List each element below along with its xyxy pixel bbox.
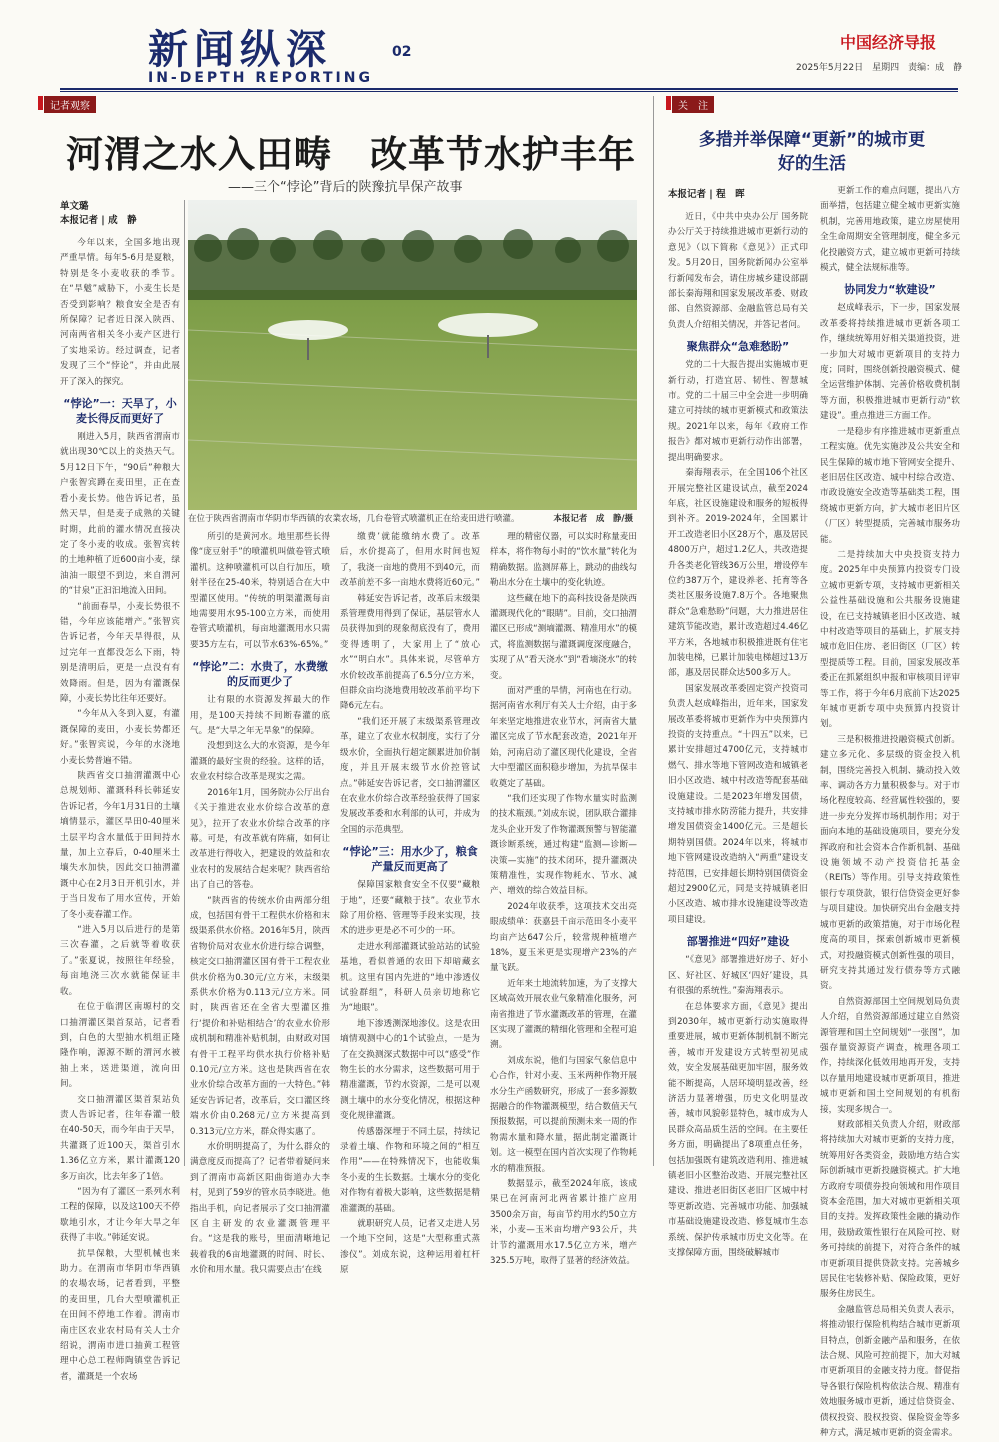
paragraph: 让有限的水资源发挥最大的作用，是100天持续不间断春灌的底气。是“大旱之年无旱象”的保障。 (190, 695, 330, 737)
photo-credit: 本报记者 成 静/摄 (553, 514, 633, 524)
paragraph: “进入5月以后进行的是第三次春灌，之后就等着收获了。”张夏说，按照往年经验，每亩地浇三次水就能保证丰收。 (60, 925, 180, 997)
paragraph: 传感器深埋于不同土层，持续记录着土壤、作物和环境之间的“相互作用”——在特殊情况下，也能收集冬小麦的生长数据。土壤水分的变化对作物有着极大影响，这些数据是精准灌溉的基础。 (340, 1126, 480, 1214)
paragraph: 赵成峰表示，下一步，国家发展改革委将持续推进城市更新各项工作，继续统筹用好相关渠道投资，进一步加大对城市更新项目的支持力度；同时，围绕创新投融资模式、健全运营维护体制、完善价格收费机制等方面，积极推进城市更新行动“软建设”。重点推进三方面工作。 (820, 303, 960, 422)
subheading-soft-construction: 协同发力“软建设” (844, 283, 936, 297)
paragraph: 水价明明提高了，为什么群众的满意度反而提高了？记者带着疑问来到了渭南市高新区阳曲街道办大李村，见到了59岁的管水员李晓进。他指出手机，向记者展示了交口抽渭灌区自主研发的农业灌溉管理平台。“这是我的账号，里面清晰地记载着我的6亩地灌溉的时间、时长、水价和用水量。我只需要点击‘在线 (190, 1142, 330, 1276)
section-subtitle: IN-DEPTH REPORTING (148, 70, 373, 86)
paragraph: 这些藏在地下的高科技设备是陕西灌溉现代化的“眼睛”。目前，交口抽渭灌区已形成“测墒灌溉、精准用水”的模式，将监测数据与灌溉调度深度融合，实现了从“看天浇水”到“看墒浇水”的转变。 (490, 593, 637, 681)
byline-right: 本报记者 | 程 晖 (668, 189, 745, 200)
section-tag-right: 关 注 (672, 96, 714, 113)
caption-text: 在位于陕西省渭南市华阴市华西镇的农業农场，几台卷管式喷灌机正在给麦田进行喷灌。 (188, 514, 520, 524)
paragraph: 刚进入5月，陕西省渭南市就出现30℃以上的炎热天气。5月12日下午，“90后”种粮大户张智宾蹲在麦田里，正在查看小麦长势。他告诉记者，虽然天旱，但是麦子成熟的关键时期，此前的灌水情况直接决定了冬小麦的收成。张智宾转的土地种植了近600亩小麦，绿油油一眼望不到边，来自渭河的“甘泉”正汩汩地流入田间。 (60, 432, 180, 597)
masthead-rule (60, 88, 958, 90)
farm-photo (188, 200, 637, 510)
paragraph: 秦海翔表示，在全国106个社区开展完整社区建设试点，截至2024年底，社区设施建设和服务的短板得到补齐。2019-2024年，全国累计开工改造老旧小区28万个，惠及居民4800万户，超过1.2亿人，共改造提升各类老化管线36万公里，增设停车位约387万个，建设养老、托育等各类社区服务设施7.8万个。各地聚焦群众“急难愁盼”问题，大力推进居住建筑节能改造，累计改造超过4.46亿平方米，各地城市积极推进既有住宅加装电梯，已累计加装电梯超过13万部，惠及居民群众达500多万人。 (668, 468, 808, 679)
paper-logo: 中国经济导报 (840, 33, 937, 52)
paragraph: 数据显示，截至2024年底，该成果已在河南河北两省累计推广应用3500余万亩，每亩节约用水约50立方米，小麦—玉米亩均增产93公斤，共计节约灌溉用水17.5亿立方米，增产325.5万吨，取得了显著的经济效益。 (490, 1179, 637, 1267)
paragraph: “陕西省的传统水价由两部分组成，包括国有骨干工程供水价格和末级渠系供水价格。2016年5月，陕西省物价局对农业水价进行综合调整，核定交口抽渭灌区国有骨干工程农业供水价格为0.30元/立方米，末级渠系供水价格为0.113元/立方米。同时，陕西省还在全省大型灌区推行‘提价和补贴相结合’的农业水价形成机制和精准补贴机制，由财政对国有骨干工程平均供水执行价格补贴0.10元/立方米。这也是陕西省在农业水价综合改革方面的一大特色。”韩延安告诉记者，改革后，交口灌区终端水价由0.268元/立方米提高到0.313元/立方米，群众得实惠了。 (190, 895, 330, 1137)
paragraph: 所引的是黄河水。地里那些长得像“庞豆射手”的喷灌机叫做卷管式喷灌机。这种喷灌机可以自行加压，喷射半径在25-40米，特别适合在大中型灌区使用。“传统的明渠灌溉每亩地需要用水95-100立方米，而使用卷管式喷灌机，每亩地灌溉用水只需要35方左右，可以节水63%-65%。” (190, 532, 330, 650)
paragraph: “前面春旱，小麦长势很不错，今年应该能增产。”张智宾告诉记者，今年天旱得很，从过完年一直都没怎么下雨，特别是清明后，更是一点没有有效降雨。但是，因为有灌溉保障，小麦长势比往年还要好。 (60, 601, 180, 704)
paragraph: 没想到这么大的水资源，是今年灌溉的最好宝贵的经验。这样的话，农业农村综合改革是现实之需。 (190, 741, 330, 783)
right-column-1 (668, 210, 808, 1258)
paragraph: 金融监管总局相关负责人表示，将推动银行保险机构结合城市更新项目特点，创新金融产品和服务，在依法合规、风险可控前提下，加大对城市更新项目的金融支持力度。督促指导各银行保险机构依法合规、精准有效地服务城市更新，通过信贷资金、债权投资、股权投资、保险资金等多种方式，满足城市更新的资金需求。 (820, 1304, 960, 1439)
section-tag-left: 记者观察 (44, 96, 96, 113)
dateline: 单文璐 (60, 201, 89, 212)
paragraph: 在总体要求方面，《意见》提出到2030年，城市更新行动实施取得重要进展，城市更新体制机制不断完善，城市开发建设方式转型初见成效，安全发展基础更加牢固，服务效能不断提高，人居环境明显改善，经济活力显著增强，历史文化明显改善，城市风貌彰显特色，城市成为人民群众高品质生活的空间。在主要任务方面，明确提出了8项重点任务，包括加强既有建筑改造利用、推进城镇老旧小区整治改造、开展完整社区建设、推进老旧街区老旧厂区城中村等更新改造、完善城市功能、加强城市基础设施建设改造、修复城市生态系统、保护传承城市历史文化等。在支撑保障方面，围绕破解城市 (668, 1001, 808, 1258)
paragraph: “我们还开展了末级渠系管理改革，建立了农业水权制度，实行了分级水价，全面执行超定额累进加价制度，并且开展末级节水价控管试点。”韩延安告诉记者，交口抽渭灌区在农业水价综合改革经验获得了国家发展改革委和水利部的认可，并成为全国的示范典型。 (340, 716, 480, 835)
paragraph: 刘成东说，他们与国家气象信息中心合作，针对小麦、玉米两种作物开展水分生产函数研究，形成了一套多源数据融合的作物灌溉模型，结合数值天气预报数据，可以提前预测未来一周的作物需水量和降水量，据此制定灌溉计划。这一模型在国内首次实现了作物耗水的精准预报。 (490, 1055, 637, 1174)
paragraph: 走进水利部灌溉试验站站的试验基地，看似普通的农田下却暗藏玄机。这里有国内先进的“地中渗透仪试验群组”，科研人员亲切地称它为“地眼”。 (340, 941, 480, 1014)
byline-left: 本报记者 | 成 静 (60, 215, 137, 226)
paragraph: 一是稳步有序推进城市更新重点工程实施。优先实施涉及公共安全和民生保障的城市地下管网安全提升、老旧居住区改造、城中村综合改造、市政设施安全改造等基础类工程，围绕城市更新方向，扩大城市老旧片区（厂区）转型提质，完善城市服务功能。 (820, 426, 960, 545)
column-2 (190, 530, 330, 1276)
paragraph: 近日，《中共中央办公厅 国务院办公厅关于持续推进城市更新行动的意见》（以下简称《意见》）正式印发。5月20日，国务院新闻办公室举行新闻发布会，请住房城乡建设部副部长秦海翔和国家发展改革委、财政部、自然资源部、金融监管总局有关负责人介绍相关情况，并答记者问。 (668, 212, 808, 330)
irrigation-photo-illustration (188, 200, 637, 510)
paragraph: 面对严重的旱情，河南也在行动。据河南省水利厅有关人士介绍，由于多年来坚定地推进农业节水，河南省大量灌区完成了节水配套改造，2021年开始，河南启动了灌区现代化建设，全省大中型灌区面积稳步增加，为抗旱保丰收奠定了基础。 (490, 686, 637, 789)
photo-caption (188, 512, 637, 524)
tag-marker (666, 96, 671, 110)
right-headline: 多措并举保障“更新”的城市更好的生活 (698, 130, 926, 174)
paragraph: 自然资源部国土空间规划局负责人介绍，自然资源部通过建立自然资源管理和国土空间规划“一张图”，加强存量资源资产调查，梳理各项工作，持续深化低效用地再开发，支持以存量用地建设城市更新项目，推进城市更新和国土空间规划的有机衔接，实现多规合一。 (820, 996, 960, 1115)
paragraph: 今年以来，全国多地出现严重旱情。每年5-6月是夏粮，特别是冬小麦收获的季节。在“旱魃”威胁下，小麦生长是否受到影响？粮食安全是否有所保障？记者近日深入陕西、河南两省相关冬小麦产区进行了实地采访。经过调查，记者发现了三个“悖论”，并由此展开了深入的探究。 (60, 238, 180, 387)
subheading-focus: 聚焦群众“急难愁盼” (686, 340, 790, 354)
paragraph: “我们还实现了作物水量实时监测的技术瓶颈。”刘成东说，团队联合灌排龙头企业开发了作物灌溉预警与智能灌溉诊断系统，通过构建“监测—诊断—决策—实施”的技术闭环，提升灌溉决策精准性，实现作物耗水、节水、减产、增效的综合效益目标。 (490, 793, 637, 897)
paragraph: 地下渗透测深地渗仪。这是农田墒情观测中心的1个试验点，一是为了在交换测深式数据中可以“感受”作物生长的水分需求，这些数据可用于精准灌溉，节约水资源，二是可以观测土壤中的水分变化情况，根据这种变化规律灌溉。 (340, 1018, 480, 1122)
issue-info: 2025年5月22日 星期四 责编：成 静 (796, 63, 963, 73)
paragraph: “因为有了灌区一系列水利工程的保障，以及这100天不停歇地引水，才让今年大旱之年获得了丰收。”韩延安说。 (60, 1186, 180, 1244)
paragraph: 财政部相关负责人介绍，财政部将持续加大对城市更新的支持力度，统筹用好各类资金，鼓励地方结合实际创新城市更新投融资模式。扩大地方政府专项债券投向领域和用作项目资本金范围，加大对城市更新相关项目的支持。发挥政策性金融的撬动作用，鼓励政策性银行在风险可控、财务可持续的前提下，对符合条件的城市更新项目提供贷款支持。完善城乡居民住宅装修补贴、保险政策，更好服务住房民生。 (820, 1119, 960, 1300)
paragraph: 就职研究人员，记者又走进人另一个地下空间，这是“大型称重式蒸渗仪”。刘成东说，这种运用着杠杆原 (340, 1219, 480, 1276)
paragraph: 更新工作的难点问题，提出八方面举措，包括建立健全城市更新实施机制，完善用地政策，建立房屋使用全生命周期安全管理制度，健全多元化投融资方式，建立城市更新可持续模式，健全法规标准等。 (820, 186, 960, 274)
paragraph: 缴费’就能缴纳水费了。改革后，水价提高了，但用水时间也短了，我浇一亩地的费用不到40元，而改革前差不多一亩地水费将近60元。” (340, 532, 480, 589)
tag-marker (38, 96, 43, 110)
column-3 (340, 530, 480, 1276)
paragraph: 韩延安告诉记者，改革后末级渠系管理费用得到了保证，基层管水人员获得加到的现象彻底没有了，费用变得透明了，大家用上了“放心水”“明白水”。具体来说，尽管单方水价较改革前提高了6.5分/立方米，但群众亩均浇地费用较改革前平均下降6元左右。 (340, 593, 480, 712)
column-divider (184, 200, 185, 1166)
paragraph: 二是持续加大中央投资支持力度。2025年中央预算内投资专门设立城市更新专项，支持城市更新相关公益性基础设施和公共服务设施建设，在已支持城镇老旧小区改造、城中村改造等项目的基础上，扩展支持城市危旧住房、老旧街区（厂区）转型提质等工程。目前，国家发展改革委正在抓紧组织申报和审核项目评审等工作，将于今年6月底前下达2025年城市更新专项中央预算内投资计划。 (820, 549, 960, 730)
subheading-four-goods: 部署推进“四好”建设 (686, 935, 790, 949)
subheading-paradox-3: “悖论”三：用水少了，粮食产量反而更高了 (342, 845, 478, 874)
paragraph: 在位于临渭区南塬村的交口抽渭灌区渠首泵站，记者看到，白色的大型抽水机组正隆隆作响，源源不断的渭河水被抽上来，送进渠道，流向田间。 (60, 1002, 180, 1090)
right-column-2 (820, 184, 960, 1439)
masthead-rule-thin (60, 91, 958, 92)
sub-headline: ——三个“悖论”背后的陕豫抗旱保产故事 (228, 180, 463, 195)
section-title: 新闻纵深 (148, 26, 332, 73)
paragraph: 近年来土地流转加速，为了支撑大区域高效开展农业气象精准化服务，河南省推进了节水灌溉改革的管理，在灌区实现了灌溉的精细化管理和全程可追溯。 (490, 978, 637, 1051)
page-number: 02 (392, 44, 412, 60)
paragraph: “《意见》部署推进好房子、好小区、好社区、好城区‘四好’建设，具有很强的系统性。”秦海翔表示。 (668, 955, 808, 997)
section-divider (653, 96, 654, 1166)
paragraph: 2016年1月，国务院办公厅出台《关于推进农业水价综合改革的意见》，拉开了农业水价综合改革的序幕。可是，有改革就有阵痛，如何让改革进行得收入，把建设的效益和农业农村的发展结合起来呢？陕西省给出了自己的答卷。 (190, 787, 330, 891)
main-headline: 河渭之水入田畴 改革节水护丰年 (66, 133, 636, 176)
column-4 (490, 530, 637, 1267)
subheading-paradox-2: “悖论”二：水贵了，水费缴的反而更少了 (192, 660, 328, 689)
paragraph: “今年从入冬到入夏，有灌溉保障的麦田，小麦长势都还好。”张智宾说，今年的水浇地小麦长势普遍不错。 (60, 709, 180, 766)
paragraph: 2024年收获季，这项技术交出亮眼成绩单：获嘉县千亩示范田冬小麦平均亩产达647公斤，较常规种植增产18%，夏玉米更是实现增产23%的产量飞跃。 (490, 901, 637, 974)
paragraph: 党的二十大报告提出实施城市更新行动，打造宜居、韧性、智慧城市。党的二十届三中全会进一步明确建立可持续的城市更新模式和政策法规。2021年以来，每年《政府工作报告》都对城市更新行动作出部署，提出明确要求。 (668, 360, 808, 463)
paragraph: 交口抽渭灌区渠首泵站负责人告诉记者，往年春灌一般在40-50天，而今年由于天旱，共灌溉了近100天，渠首引水1.36亿立方米，累计灌溉120多万亩次，比去年多了1倍。 (60, 1094, 180, 1182)
paragraph: 陕西省交口抽渭灌溉中心总规划师、灌溉科科长韩延安告诉记者，今年1月31日的土壤墒情显示，灌区旱田0-40厘米土层平均含水量低于田间持水量，加上立春后，0-40厘米土壤失水加快，因此交口抽渭灌溉中心在2月3日开机引水，并于当日发布了用水宣传，开始了冬小麦春灌工作。 (60, 771, 180, 920)
paragraph: 理的精密仪器，可以实时称量麦田样本，将作物每小时的“饮水量”转化为精确数据。监测屏幕上，跳动的曲线勾勒出水分在土壤中的变化轨迹。 (490, 532, 637, 589)
column-1 (60, 236, 180, 1382)
paragraph: 保障国家粮食安全不仅要“藏粮于地”，还要“藏粮于技”。农业节水除了用价格、管理等手段来实现，技术的进步更是必不可少的一环。 (340, 880, 480, 937)
paragraph: 国家发展改革委固定资产投资司负责人赵成峰指出，近年来，国家发展改革委将城市更新作为中央预算内投资的支持重点。“十四五”以来，已累计安排超过4700亿元，支持城市燃气、排水等地下管网改造和城镇老旧小区改造、城中村改造等配套基础设施建设。二是2023年增发国债，支持城市排水防涝能力提升，共安排增发国债资金1400亿元。三是超长期特别国债。2024年以来，将城市地下管网建设改造纳入“两重”建设支持范围，已安排超长期特别国债资金超过2900亿元，同是支持城镇老旧小区改造、城市排水设施建设等改造项目建设。 (668, 683, 808, 925)
subheading-paradox-1: “悖论”一：天旱了，小麦长得反而更好了 (63, 397, 177, 426)
paragraph: 三是积极推进投融资模式创新。建立多元化、多层级的资金投入机制，围绕完善投入机制、撬动投入效率、调动各方力量积极参与。对于市场化程度较高、经营属性较强的，要进一步充分发挥市场机制作用；对于面向本地的基础设施项目，要充分发挥政府和社会资本合作新机制、基础设施领域不动产投资信托基金（REITs）等作用。引导支持政策性银行专项贷款，银行信贷资金更好参与项目建设。加快研究出台金融支持城市更新的政策措施，对于市场化程度高的项目，探索创新城市更新模式，对投融资模式创新性强的项目，研究支持其通过发行债券等方式融资。 (820, 734, 960, 992)
paragraph: 抗旱保粮，大型机械也来助力。在渭南市华阴市华西镇的农場农场，记者看到，平整的麦田里，几台大型喷灌机正在田间不停地工作着。渭南市南庄区农业农村局有关人士介绍说，渭南市进口抽黄工程管理中心总工程师陶镇堂告诉记者，灌溉是一个农场 (60, 1248, 180, 1382)
